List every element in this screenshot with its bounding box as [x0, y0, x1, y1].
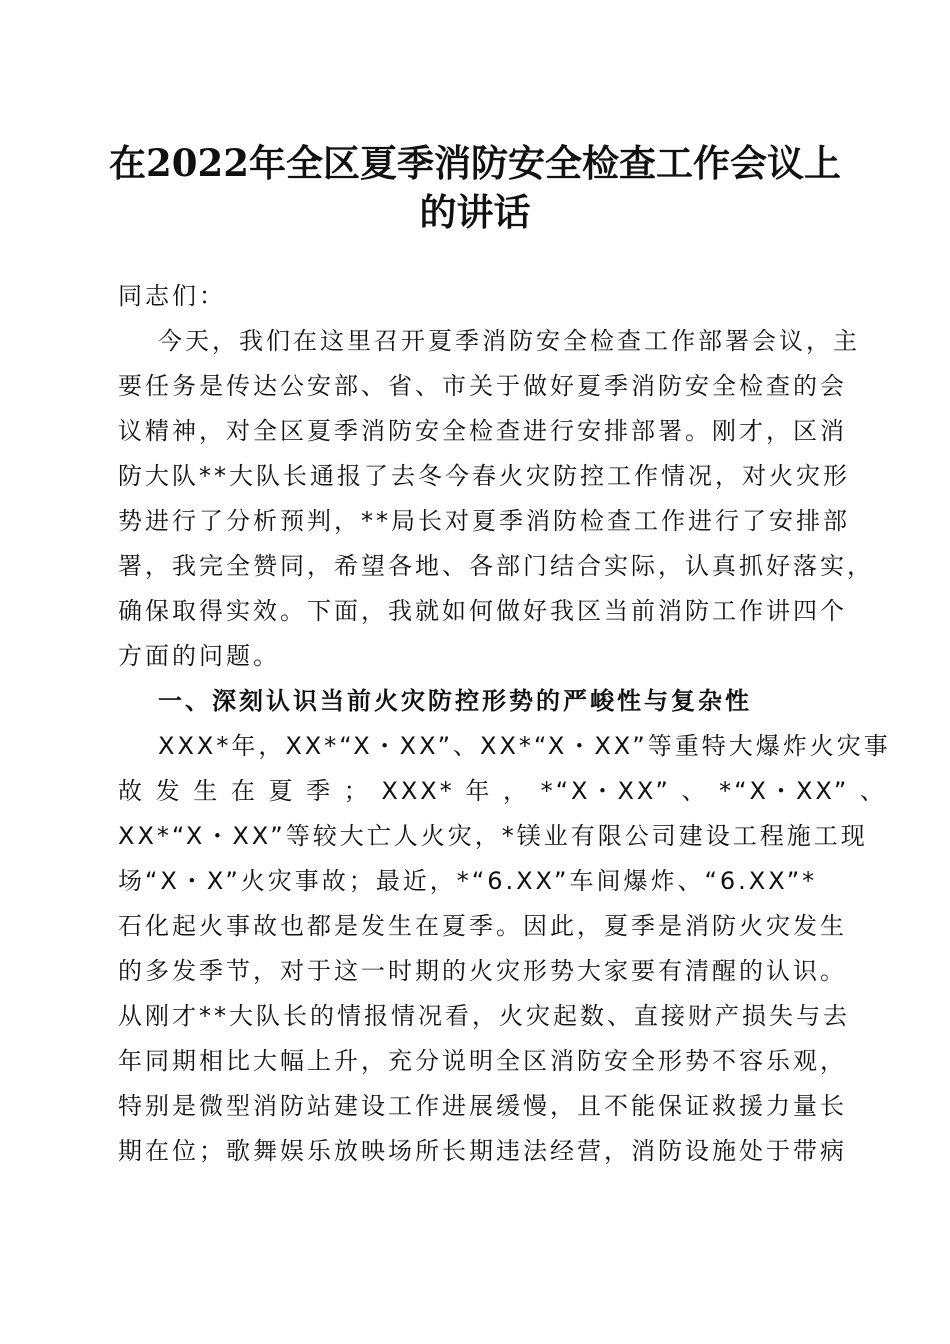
- salutation: 同志们：: [118, 282, 226, 310]
- paragraph-line: 的多发季节，对于这一时期的火灾形势大家要有清醒的认识。: [118, 957, 847, 985]
- paragraph-line: 势进行了分析预判，**局长对夏季消防检查工作进行了安排部: [118, 507, 850, 535]
- document-title-line-2: 的讲话: [419, 190, 531, 234]
- paragraph-line: 方面的问题。: [118, 642, 280, 670]
- paragraph-line: 署，我完全赞同，希望各地、各部门结合实际，认真抓好落实，: [118, 552, 874, 580]
- paragraph-line: 年同期相比大幅上升，充分说明全区消防安全形势不容乐观，: [118, 1047, 847, 1075]
- document-title-line-1: 在2022年全区夏季消防安全检查工作会议上: [109, 141, 841, 185]
- paragraph-line: 今天，我们在这里召开夏季消防安全检查工作部署会议，主: [158, 327, 860, 355]
- paragraph-line: 特别是微型消防站建设工作进展缓慢，且不能保证救援力量长: [118, 1092, 847, 1120]
- paragraph-line: 场“X・X”火灾事故；最近，*“6.XX”车间爆炸、“6.XX”*: [118, 867, 818, 895]
- paragraph-line: 从刚才**大队长的情报情况看，火灾起数、直接财产损失与去: [118, 1002, 850, 1030]
- paragraph-line: 防大队**大队长通报了去冬今春火灾防控工作情况，对火灾形: [118, 462, 850, 490]
- paragraph-line: 要任务是传达公安部、省、市关于做好夏季消防安全检查的会: [118, 372, 847, 400]
- paragraph-line: 议精神，对全区夏季消防安全检查进行安排部署。刚才，区消: [118, 417, 847, 445]
- paragraph-line: 故 发 生 在 夏 季 ； XXX* 年 ， *“X・XX” 、 *“X・XX” 、: [118, 777, 887, 805]
- paragraph-line: 确保取得实效。下面，我就如何做好我区当前消防工作讲四个: [118, 597, 847, 625]
- paragraph-line: XXX*年，XX*“X・XX”、XX*“X・XX”等重特大爆炸火灾事: [158, 732, 891, 760]
- paragraph-line: XX*“X・XX”等较大亡人火灾，*镁业有限公司建设工程施工现: [118, 822, 868, 850]
- paragraph-line: 石化起火事故也都是发生在夏季。因此，夏季是消防火灾发生: [118, 912, 847, 940]
- paragraph-line: 期在位；歌舞娱乐放映场所长期违法经营，消防设施处于带病: [118, 1137, 847, 1165]
- section-heading: 一、深刻认识当前火灾防控形势的严峻性与复杂性: [158, 687, 752, 715]
